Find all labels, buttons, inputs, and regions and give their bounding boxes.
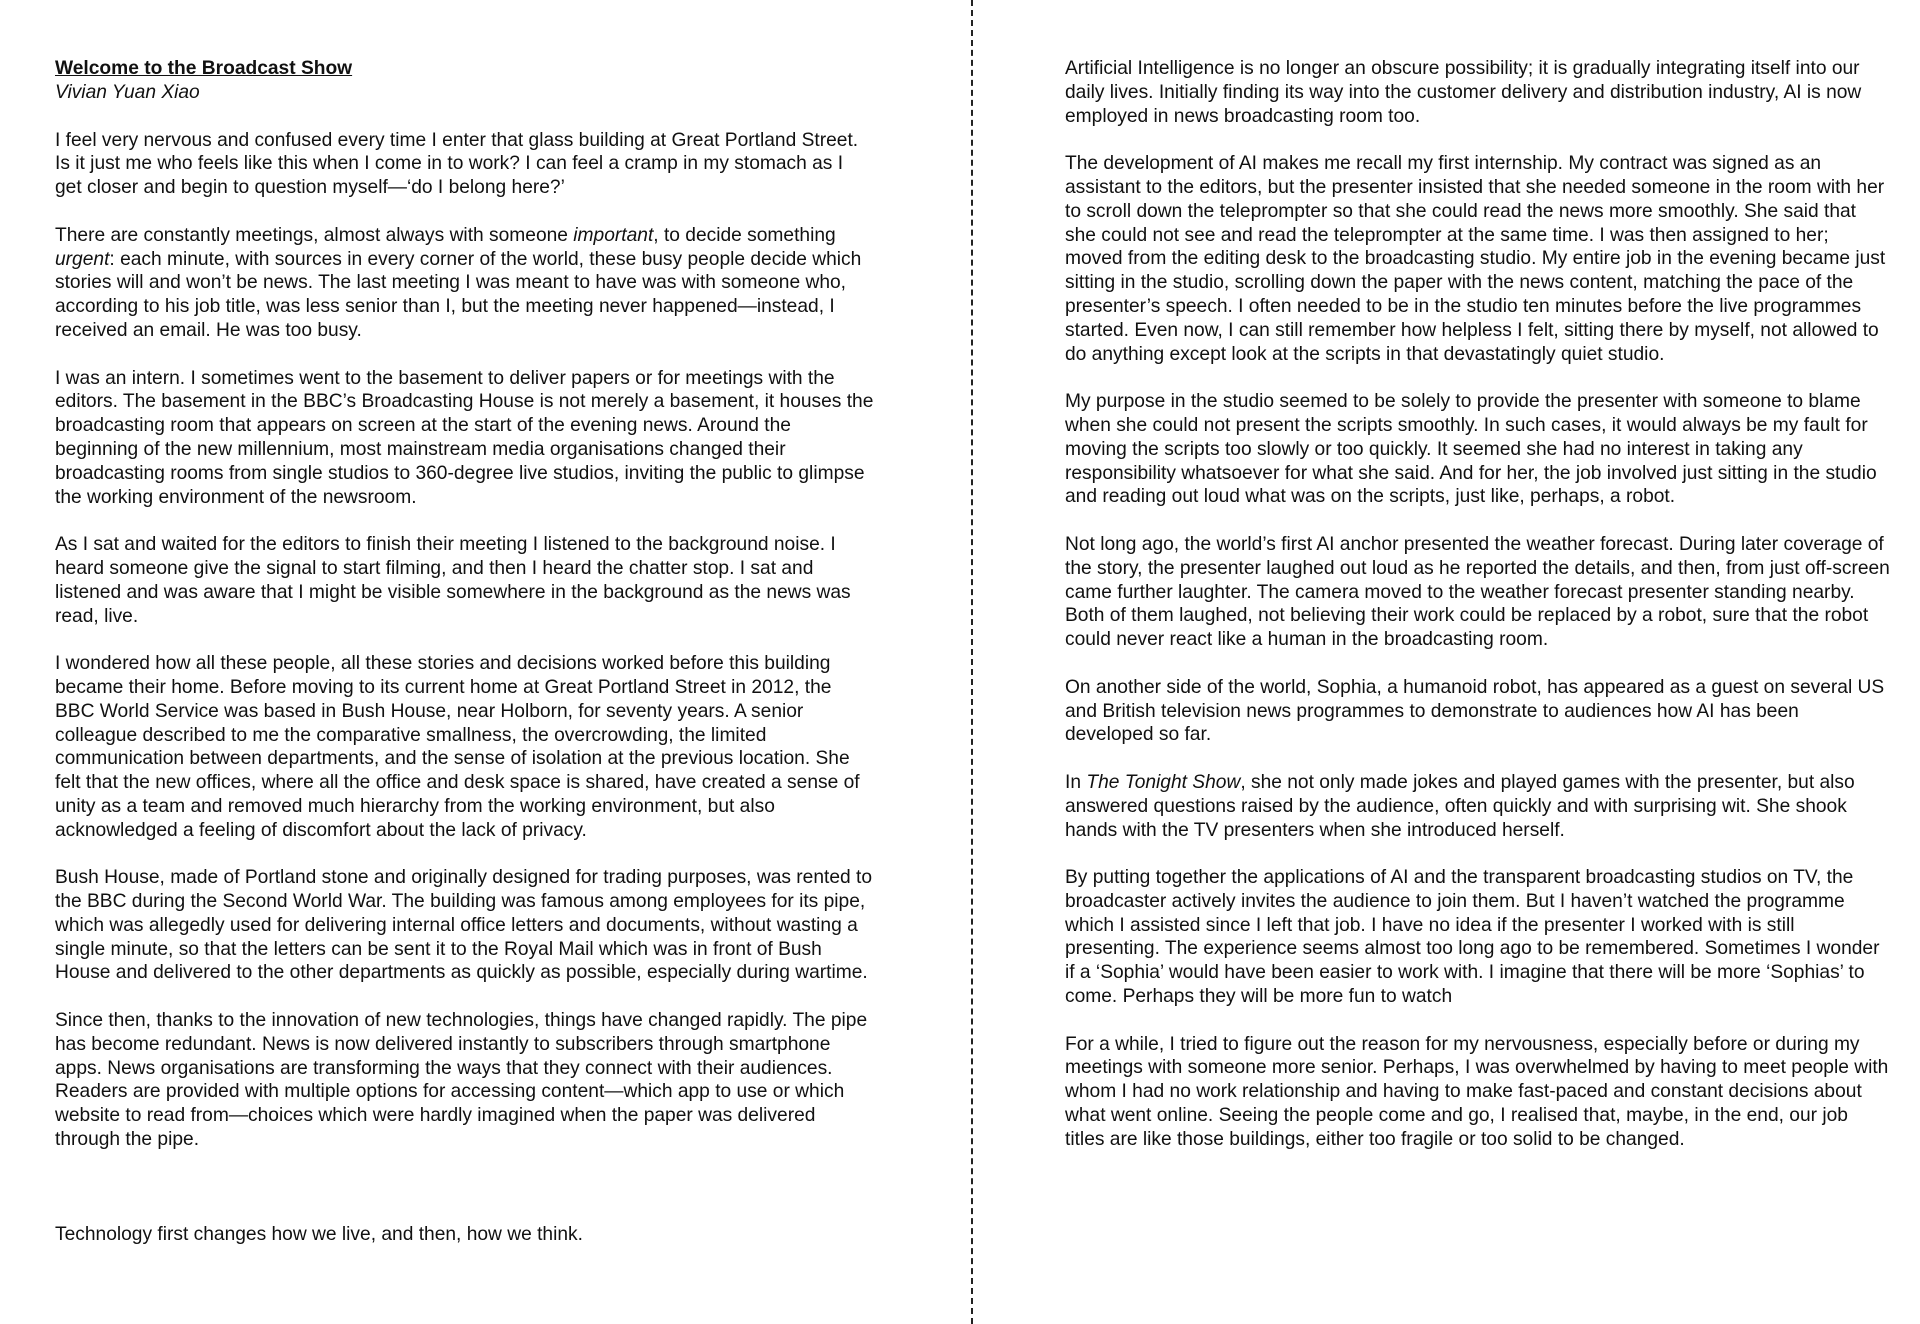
closing-line: Technology first changes how we live, and then, how we think. <box>55 1223 583 1245</box>
paragraph: I wondered how all these people, all these stories and decisions worked before this building became their home. Before moving to its current home at Great Portland Street in 2012, the BBC World Service was based in Bush House, near Holborn, for seventy years. A senior colleague described to me the comparative smallness, the overcrowding, the limited communication between departments, and the sense of isolation at the previous location. She felt that the new offices, where all the office and desk space is shared, have created a sense of unity as a team and removed much hierarchy from the working environment, but also acknowledged a feeling of discomfort about the lack of privacy. <box>55 653 860 841</box>
paragraph: I feel very nervous and confused every time I enter that glass building at Great Portland Street. Is it just me who feels like this when I come in to work? I can feel a cramp in my stomach as I get closer and begin to question myself—‘do I belong here?’ <box>55 129 859 199</box>
document-author: Vivian Yuan Xiao <box>55 81 200 103</box>
text-run: In <box>1065 771 1087 793</box>
emphasis-text: urgent <box>55 248 110 270</box>
text-run: : each minute, with sources in every corner of the world, these busy people decide which stories will and won’t be news. The last meeting I was meant to have was with someone who, according to his job title, was less senior than I, but the meeting never happened—instead, I received an email. He was too busy. <box>55 248 862 341</box>
paragraph: As I sat and waited for the editors to finish their meeting I listened to the background noise. I heard someone give the signal to start filming, and then I heard the chatter stop. I sat and listened and was aware that I might be visible somewhere in the background as the news was read, live. <box>55 534 851 627</box>
paragraph: On another side of the world, Sophia, a humanoid robot, has appeared as a guest on several US and British television news programmes to demonstrate to audiences how AI has been developed so far. <box>1065 676 1885 746</box>
page-divider <box>971 0 973 1324</box>
paragraph <box>1065 771 1890 842</box>
left-column <box>55 57 875 1270</box>
paragraph: My purpose in the studio seemed to be solely to provide the presenter with someone to blame when she could not present the scripts smoothly. In such cases, it would always be my fault for moving the scripts too slowly or too quickly. It seemed she had no interest in taking any responsibility whatsoever for what she said. And for her, the job involved just sitting in the studio and reading out loud what was on the scripts, just like, perhaps, a robot. <box>1065 391 1877 508</box>
emphasis-text: The Tonight Show <box>1086 771 1241 793</box>
paragraph: Not long ago, the world’s first AI anchor presented the weather forecast. During later coverage of the story, the presenter laughed out loud as he reported the details, and then, from just off-screen came further laughter. The camera moved to the weather forecast presenter standing nearby. Both of them laughed, not believing their work could be replaced by a robot, sure that the robot could never react like a human in the broadcasting room. <box>1065 533 1890 651</box>
paragraph <box>55 224 875 343</box>
text-run: There are constantly meetings, almost always with someone <box>55 224 574 246</box>
document-title: Welcome to the Broadcast Show <box>55 58 353 79</box>
paragraph: By putting together the applications of AI and the transparent broadcasting studios on TV, the broadcaster actively invites the audience to join them. But I haven’t watched the programme which I assisted since I left that job. I have no idea if the presenter I worked with is still presenting. The experience seems almost too long ago to be remembered. Sometimes I wonder if a ‘Sophia’ would have been easier to work with. I imagine that there will be more ‘Sophias’ to come. Perhaps they will be more fun to watch <box>1065 867 1880 1008</box>
paragraph: Bush House, made of Portland stone and originally designed for trading purposes, was rented to the BBC during the Second World War. The building was famous among employees for its pipe, which was allegedly used for delivering internal office letters and documents, without wasting a single minute, so that the letters can be sent it to the Royal Mail which was in front of Bush House and delivered to the other departments as quickly as possible, especially during wartime. <box>55 867 873 984</box>
paragraph: I was an intern. I sometimes went to the basement to deliver papers or for meetings with the editors. The basement in the BBC’s Broadcasting House is not merely a basement, it houses the broadcasting room that appears on screen at the start of the evening news. Around the beginning of the new millennium, most mainstream media organisations changed their broadcasting rooms from single studios to 360-degree live studios, inviting the public to glimpse the working environment of the newsroom. <box>55 367 874 508</box>
emphasis-text: important <box>573 224 654 246</box>
right-column <box>1065 57 1890 1175</box>
paragraph: Artificial Intelligence is no longer an obscure possibility; it is gradually integrating itself into our daily lives. Initially finding its way into the customer delivery and distribution industry, AI is now employed in news broadcasting room too. <box>1065 58 1862 127</box>
text-run: , she not only made jokes and played games with the presenter, but also answered questions raised by the audience, often quickly and with surprising wit. She shook hands with the TV presenters when she introduced herself. <box>1065 771 1855 841</box>
text-run: , to decide something <box>653 224 836 246</box>
paragraph: Since then, thanks to the innovation of new technologies, things have changed rapidly. The pipe has become redundant. News is now delivered instantly to subscribers through smartphone apps. News organisations are transforming the ways that they connect with their audiences. Readers are provided with multiple options for accessing content—which app to use or which website to read from—choices which were hardly imagined when the paper was delivered through the pipe. <box>55 1010 868 1151</box>
paragraph: The development of AI makes me recall my first internship. My contract was signed as an assistant to the editors, but the presenter insisted that she needed someone in the room with her to scroll down the teleprompter so that she could read the news more smoothly. She said that she could not see and read the teleprompter at the same time. I was then assigned to her; moved from the editing desk to the broadcasting studio. My entire job in the evening became just sitting in the studio, scrolling down the paper with the news content, matching the pace of the presenter’s speech. I often needed to be in the studio ten minutes before the live programmes started. Even now, I can still remember how helpless I felt, sitting there by myself, not allowed to do anything except look at the scripts in that devastatingly quiet studio. <box>1065 153 1886 365</box>
paragraph: For a while, I tried to figure out the reason for my nervousness, especially before or during my meetings with someone more senior. Perhaps, I was overwhelmed by having to meet people with whom I had no work relationship and having to make fast-paced and constant decisions about what went online. Seeing the people come and go, I realised that, maybe, in the end, our job titles are like those buildings, either too fragile or too solid to be changed. <box>1065 1033 1889 1150</box>
